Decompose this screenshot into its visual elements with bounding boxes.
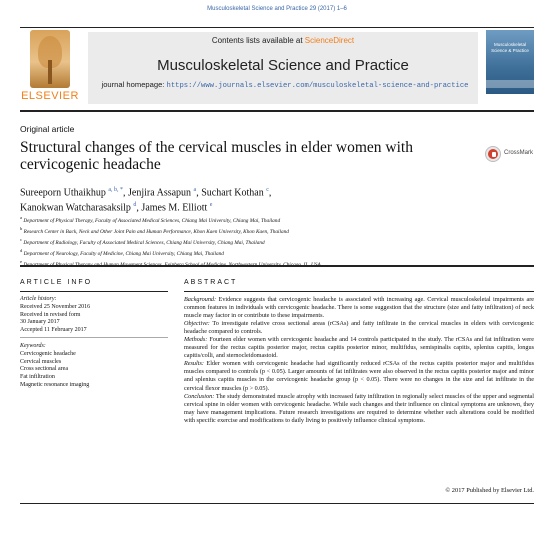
elsevier-wordmark: ELSEVIER [21,90,79,102]
author-name[interactable]: Kanokwan Watcharasaksilp [20,202,131,214]
crossmark-icon [486,147,500,161]
author-name[interactable]: Sureeporn Uthaikhup [20,187,106,199]
keyword-item: Cross sectional area [20,366,68,373]
history-label: Article history: [20,296,57,302]
elsevier-tree-icon [30,30,70,88]
affiliation-mark: a [20,215,22,220]
sciencedirect-link[interactable]: ScienceDirect [304,36,355,45]
journal-cover[interactable] [486,30,534,94]
homepage-label: journal homepage: [101,80,167,89]
affiliation-text: Department of Physical Therapy, Faculty of Associated Medical Sciences, Chiang Mai University, Chiang Mai, Thailand [23,217,281,224]
article-title: Structural changes of the cervical muscles in elder women with cervicogenic headache [20,139,413,173]
abstract-objective [184,320,534,336]
abstract-heading: ABSTRACT [184,279,238,286]
article-info-rule [20,291,168,292]
affiliation-mark: c [20,236,22,242]
abstract-section-text: The study demonstrated muscle atrophy with increased fatty infiltration in regionally select muscles of the upper and segmental cervical spine in older women with cervicogenic headache. While such changes and their influence on clinical symptoms are unknown, they may have management implications. Future research investigations are required to determine whether such alterations could be modified with specific exercise and modifications to daily living to positively influence clinical symptoms. [184,392,534,424]
article-info [20,296,168,390]
affiliation-item [20,225,534,236]
running-head: Musculoskeletal Science and Practice 29 (2017) 1–6 [207,6,347,12]
history-keywords-divider [20,337,168,338]
crossmark-label: CrossMark [504,150,534,156]
keyword-item: Magnetic resonance imaging [20,381,90,388]
affiliation-text: Department of Radiology, Faculty of Associated Medical Sciences, Chiang Mai University, Chiang Mai, Thailand [23,239,265,246]
journal-title: Musculoskeletal Science and Practice [157,57,409,74]
abstract-section-label: Objective: [184,320,210,328]
cover-title: Musculoskeletal Science & Practice [491,42,529,53]
affiliation-text: Department of Neurology, Faculty of Medicine, Chiang Mai University, Chiang Mai, Thailand [23,250,224,257]
author-name[interactable]: James M. Elliott [141,202,208,214]
homepage-link[interactable]: https://www.journals.elsevier.com/musculoskeletal-science-and-practice [166,82,469,90]
abstract-section-label: Background: [184,296,217,303]
contents-prefix: Contents lists available at [211,36,305,45]
abstract-rule [184,291,534,292]
keyword-item: Cervical muscles [20,358,62,365]
abstract-section-label: Results: [184,360,204,368]
article-type: Original article [20,124,75,134]
affiliation-mark: d [20,247,23,253]
bottom-rule [20,503,534,504]
abstract-section-label: Conclusion: [184,392,215,400]
abstract-results [184,360,534,392]
affiliation-mark: e [20,258,22,264]
author-affiliation-mark[interactable]: a, b, * [108,187,123,193]
affiliation-bottom-rule [20,265,534,267]
abstract-body [184,296,534,425]
history-item: Received 25 November 2016 [20,303,91,310]
abstract-background [184,296,534,320]
author-affiliation-mark[interactable]: c [266,187,269,193]
keyword-item: Cervicogenic headache [20,350,76,357]
abstract-section-text: Fourteen elder women with cervicogenic headache and 14 controls participated in the study. The rCSAs and fat infiltration were measured for the rectus capitis posterior major, rectus capitis posterior minor, multifidus, semispinalis capitis, splenius capitis, longus capitis/colli, and sternocleidomastoid. [184,336,534,360]
author-list: Sureeporn Uthaikhup $^{a, b, *}$, Jenjira Assapun $^a$, Suchart Kothan $^c$, Kanokwan Watcharasaksilp $^d$, James M. Elliott $^e$ [20,187,272,214]
keywords-label: Keywords: [20,342,46,349]
affiliation-item [20,236,534,247]
affiliation-item [20,247,534,258]
affiliation-mark: b [20,225,23,231]
abstract-section-text: Evidence suggests that cervicogenic headache is associated with increasing age. Cervical musculoskeletal impairments are common features in individuals with cervicogenic headache. There is some suggestion that the structure (size and fatty infiltration) of neck muscle may factor in or contribute to these impairments. [184,296,534,320]
affiliation-text: Research Center in Back, Neck and Other Joint Pain and Human Performance, Khon Kaen University, Khon Kaen, Thailand [23,228,289,235]
journal-homepage [100,80,470,91]
history-item: 30 January 2017 [20,319,60,326]
affiliation-list [20,214,534,269]
history-item: Accepted 11 February 2017 [20,327,87,334]
abstract-section-label: Methods: [184,336,208,344]
cover-band [486,80,534,88]
abstract-conclusion [184,393,534,425]
history-item: Received in revised form [20,311,81,318]
masthead-top-rule [20,27,534,28]
copyright-notice: © 2017 Published by Elsevier Ltd. [445,487,534,494]
author-name[interactable]: Suchart Kothan [201,187,264,199]
affiliation-item [20,258,534,269]
abstract-section-text: Elder women with cervicogenic headache had significantly reduced rCSAs of the rectus capitis posterior major and multifidus muscles compared to controls (p < 0.05). Larger amounts of fat infiltrates were also observed in the rectus capitis posterior major and minor and splenius capitis muscles in the cervicogenic headache group (p < 0.05). There were no changes in the size and fat infiltrate in the cervical flexor muscles (p > 0.05). [184,360,534,392]
article-info-heading: ARTICLE INFO [20,279,93,286]
masthead-bottom-rule [20,110,534,112]
author-name[interactable]: Jenjira Assapun [128,187,192,199]
abstract-methods [184,336,534,360]
author-affiliation-mark[interactable]: d [133,202,137,209]
abstract-section-text: To investigate relative cross sectional areas (rCSAs) and fatty infiltrate in the cervical muscles in elders with cervicogenic headache compared to controls. [184,320,534,336]
keyword-item: Fat infiltration [20,374,55,381]
affiliation-item [20,214,534,225]
author-affiliation-mark[interactable]: a [193,187,197,193]
elsevier-logo [20,30,80,104]
contents-line [88,36,478,45]
author-affiliation-mark[interactable]: e [209,202,213,209]
crossmark-badge[interactable] [486,147,538,161]
